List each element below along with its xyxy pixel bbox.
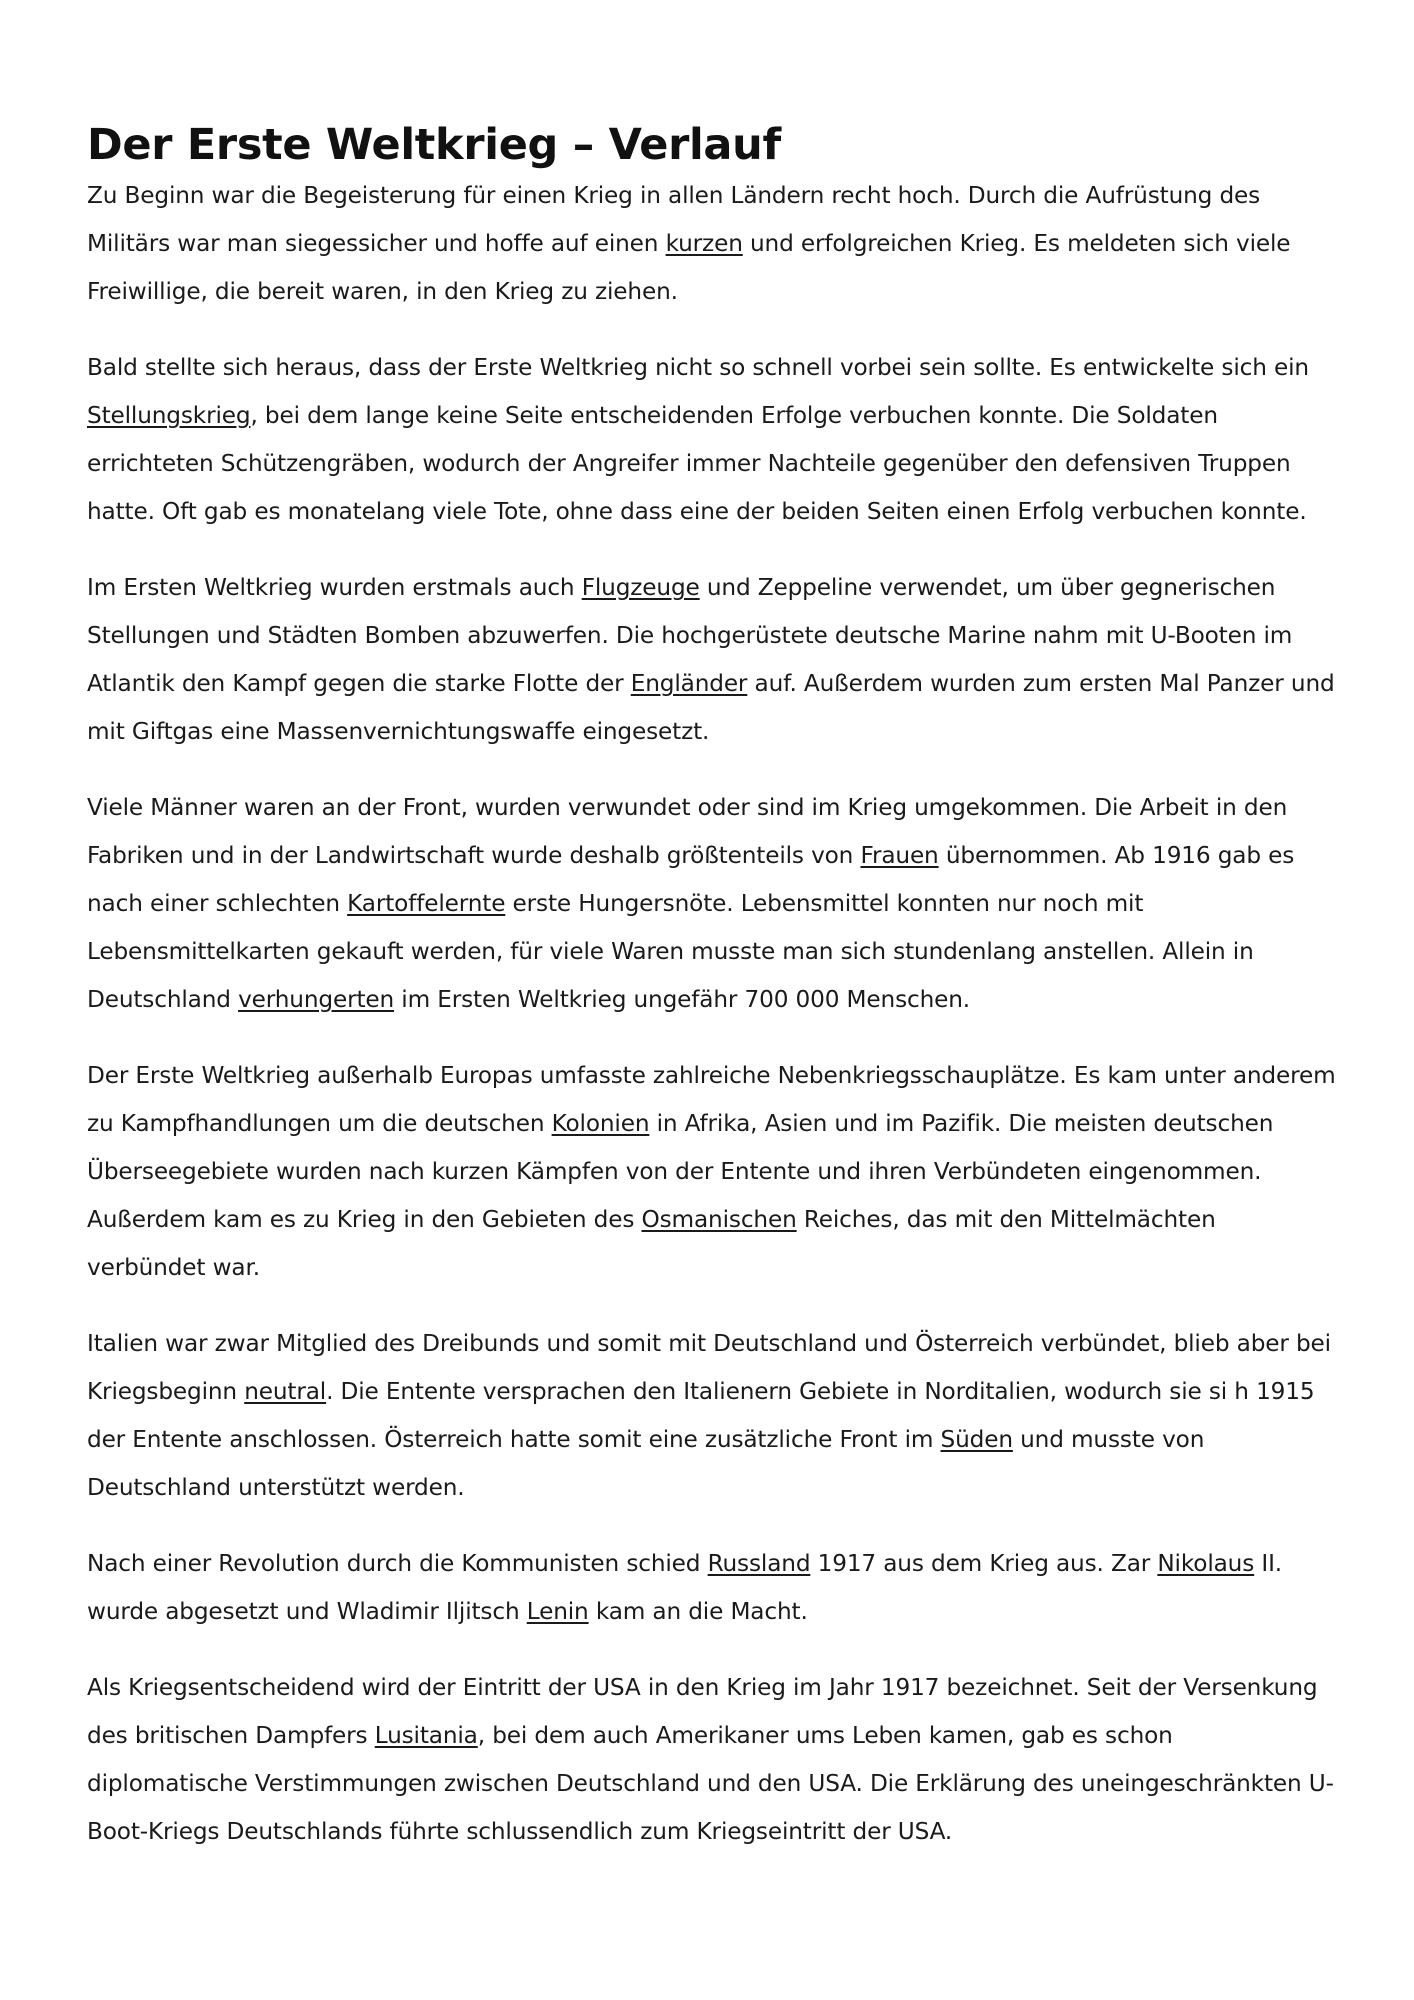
paragraph [87, 784, 1337, 1024]
text-segment: Als Kriegsentscheidend wird der Eintritt der USA in den Krieg im Jahr 1917 bezeichnet. Seit der Versenkung des britischen Dampfers [87, 1674, 1318, 1749]
text-segment: erste Hungersnöte. Lebensmittel konnten nur noch mit Lebensmittelkarten gekauft werden, für viele Waren musste man sich stundenlang anstellen. Allein in Deutschland [87, 890, 1254, 1013]
underlined-keyword: Osmanischen [641, 1206, 797, 1233]
underlined-keyword: Lusitania [374, 1722, 478, 1749]
text-segment: und Zeppeline verwendet, um über gegnerischen Stellungen und Städten Bomben abzuwerfen. Die hochgerüstete deutsche Marine nahm mit U-Booten im Atlantik den Kampf gegen die starke Flotte der [87, 574, 1293, 697]
text-segment: Viele Männer waren an der Front, wurden verwundet oder sind im Krieg umgekommen. Die Arbeit in den Fabriken und in der Landwirtschaft wurde deshalb größtenteils von [87, 794, 1288, 869]
underlined-keyword: kurzen [665, 230, 743, 257]
underlined-keyword: Russland [707, 1550, 811, 1577]
document-page [87, 118, 1337, 1884]
text-segment: und erfolgreichen Krieg. Es meldeten sich viele Freiwillige, die bereit waren, in den Krieg zu ziehen. [87, 230, 1291, 305]
text-segment: kam an die Macht. [588, 1598, 808, 1625]
text-segment: übernommen. Ab 1916 gab es nach einer schlechten [87, 842, 1295, 917]
underlined-keyword: Kolonien [551, 1110, 650, 1137]
paragraph [87, 344, 1337, 536]
text-segment: Zu Beginn war die Begeisterung für einen Krieg in allen Ländern recht hoch. Durch die Aufrüstung des Militärs war man siegessicher und hoffe auf einen [87, 182, 1261, 257]
underlined-keyword: verhungerten [238, 986, 395, 1013]
text-segment: . Die Entente versprachen den Italienern Gebiete in Norditalien, wodurch sie si h 1915 der Entente anschlossen. Österreich hatte somit eine zusätzliche Front im [87, 1378, 1315, 1453]
text-segment: Nach einer Revolution durch die Kommunisten schied [87, 1550, 708, 1577]
underlined-keyword: Süden [940, 1426, 1013, 1453]
paragraph [87, 564, 1337, 756]
text-segment: Bald stellte sich heraus, dass der Erste Weltkrieg nicht so schnell vorbei sein sollte. Es entwickelte sich ein [87, 354, 1309, 381]
underlined-keyword: Frauen [860, 842, 939, 869]
paragraph [87, 1664, 1337, 1856]
paragraph [87, 172, 1337, 316]
text-segment: Reiches, das mit den Mittelmächten verbündet war. [87, 1206, 1216, 1281]
underlined-keyword: Engländer [630, 670, 748, 697]
text-segment: , bei dem auch Amerikaner ums Leben kamen, gab es schon diplomatische Verstimmungen zwischen Deutschland und den USA. Die Erklärung des uneingeschränkten U-Boot-Kriegs Deutschlands führte schlussendlich zum Kriegseintritt der USA. [87, 1722, 1334, 1845]
underlined-keyword: neutral [244, 1378, 327, 1405]
paragraph [87, 1052, 1337, 1292]
paragraph [87, 1320, 1337, 1512]
text-segment: II. wurde abgesetzt und Wladimir Iljitsch [87, 1550, 1282, 1625]
underlined-keyword: Nikolaus [1157, 1550, 1255, 1577]
underlined-keyword: Lenin [526, 1598, 589, 1625]
text-segment: Italien war zwar Mitglied des Dreibunds und somit mit Deutschland und Österreich verbündet, blieb aber bei Kriegsbeginn [87, 1330, 1331, 1405]
underlined-keyword: Flugzeuge [581, 574, 700, 601]
text-segment: und musste von Deutschland unterstützt werden. [87, 1426, 1205, 1501]
text-segment: Im Ersten Weltkrieg wurden erstmals auch [87, 574, 582, 601]
document-body [87, 172, 1337, 1856]
document-title: Der Erste Weltkrieg – Verlauf [87, 120, 781, 170]
text-segment: im Ersten Weltkrieg ungefähr 700 000 Menschen. [394, 986, 971, 1013]
paragraph [87, 1540, 1337, 1636]
text-segment: in Afrika, Asien und im Pazifik. Die meisten deutschen Überseegebiete wurden nach kurzen Kämpfen von der Entente und ihren Verbündeten eingenommen. Außerdem kam es zu Krieg in den Gebieten des [87, 1110, 1274, 1233]
text-segment: auf. Außerdem wurden zum ersten Mal Panzer und mit Giftgas eine Massenvernichtungswaffe eingesetzt. [87, 670, 1335, 745]
underlined-keyword: Kartoffelernte [347, 890, 506, 917]
underlined-keyword: Stellungskrieg [87, 402, 251, 429]
text-segment: Der Erste Weltkrieg außerhalb Europas umfasste zahlreiche Nebenkriegsschauplätze. Es kam unter anderem zu Kampfhandlungen um die deutschen [87, 1062, 1336, 1137]
text-segment: , bei dem lange keine Seite entscheidenden Erfolge verbuchen konnte. Die Soldaten errichteten Schützengräben, wodurch der Angreifer immer Nachteile gegenüber den defensiven Truppen hatte. Oft gab es monatelang viele Tote, ohne dass eine der beiden Seiten einen Erfolg verbuchen konnte. [87, 402, 1307, 525]
text-segment: 1917 aus dem Krieg aus. Zar [810, 1550, 1158, 1577]
